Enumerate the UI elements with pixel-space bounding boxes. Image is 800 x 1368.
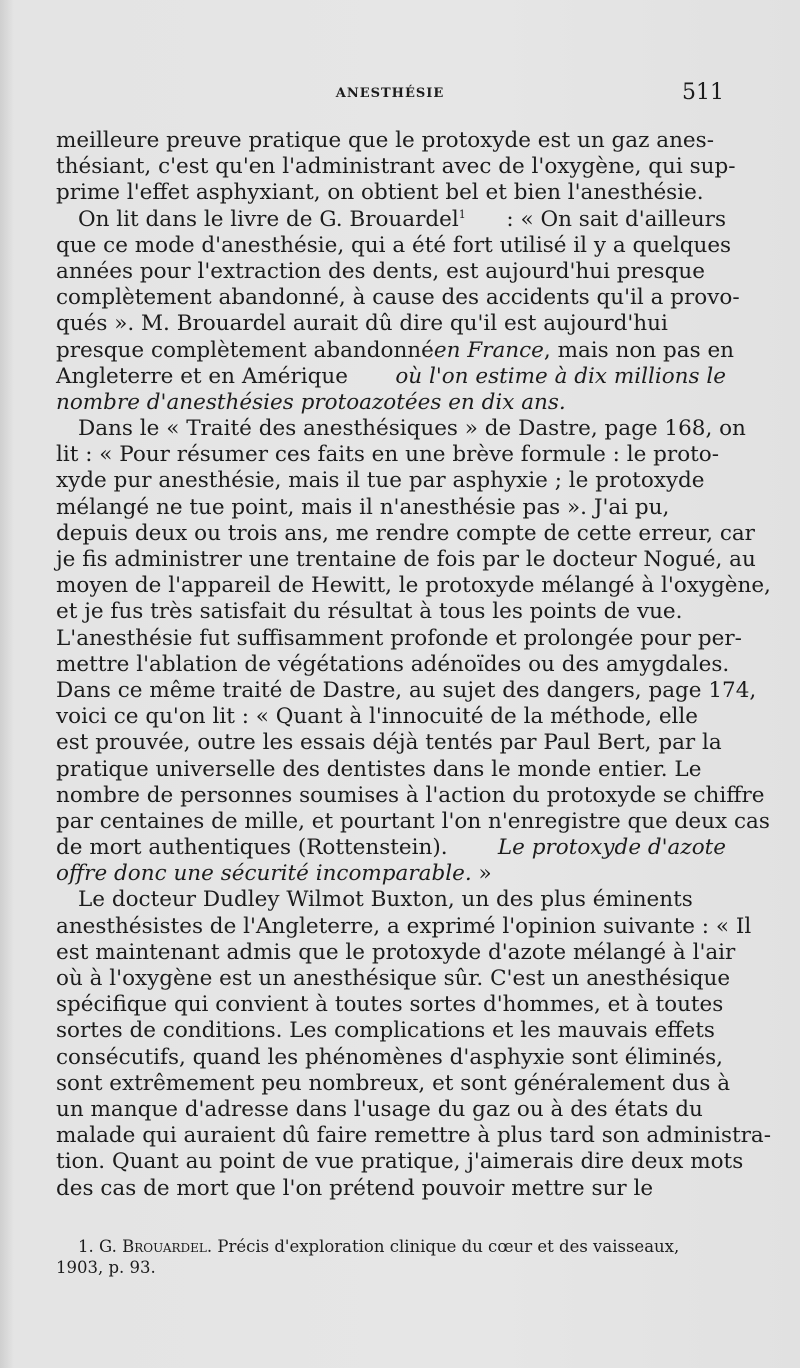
text-segment: de mort authentiques (Rottenstein). xyxy=(56,835,448,861)
running-head: ANESTHÉSIE xyxy=(335,86,445,101)
text-segment: , mais non pas en xyxy=(543,337,735,363)
footnote-text: . Précis d'exploration clinique du cœur et des vaisseaux, xyxy=(206,1237,680,1256)
text-line xyxy=(56,390,726,416)
text-segment: presque complètement abandonné xyxy=(56,337,434,363)
text-line: un manque d'adresse dans l'usage du gaz ou à des états du xyxy=(56,1096,703,1122)
text-line: L'anesthésie fut suffisamment profonde et prolongée pour per- xyxy=(56,625,742,651)
text-line xyxy=(56,835,726,861)
text-line: lit : « Pour résumer ces faits en une brève formule : le proto- xyxy=(56,442,720,468)
text-line: tion. Quant au point de vue pratique, j'aimerais dire deux mots xyxy=(56,1149,744,1175)
text-line: consécutifs, quand les phénomènes d'asphyxie sont éliminés, xyxy=(56,1044,723,1070)
text-line: xyde pur anesthésie, mais il tue par asphyxie ; le protoxyde xyxy=(56,468,705,494)
text-segment: » xyxy=(471,861,492,887)
page-header xyxy=(56,80,724,110)
text-line: sortes de conditions. Les complications et les mauvais effets xyxy=(56,1018,715,1044)
italic-segment: nombre d'anesthésies protoazotées en dix ans. xyxy=(56,389,566,415)
italic-segment: où l'on estime à dix millions le xyxy=(395,363,726,389)
text-line: sont extrêmement peu nombreux, et sont généralement dus à xyxy=(56,1070,731,1096)
text-line: qués ». M. Brouardel aurait dû dire qu'il est aujourd'hui xyxy=(56,311,668,337)
text-line: des cas de mort que l'on prétend pouvoir mettre sur le xyxy=(56,1175,654,1201)
text-line: moyen de l'appareil de Hewitt, le protoxyde mélangé à l'oxygène, xyxy=(56,573,771,599)
text-line xyxy=(56,337,735,364)
text-line: est maintenant admis que le protoxyde d'azote mélangé à l'air xyxy=(56,939,736,965)
text-segment: Angleterre et en Amérique xyxy=(56,363,348,389)
text-line xyxy=(56,207,726,233)
text-segment: : « On sait d'ailleurs xyxy=(499,206,726,232)
footnote-line: 1903, p. 93. xyxy=(56,1258,156,1277)
text-line: est prouvée, outre les essais déjà tentés par Paul Bert, par la xyxy=(56,730,722,756)
text-line: années pour l'extraction des dents, est aujourd'hui presque xyxy=(56,258,705,284)
body-text xyxy=(56,128,771,1202)
text-line: malade qui auraient dû faire remettre à plus tard son administra- xyxy=(56,1123,771,1149)
text-line: depuis deux ou trois ans, me rendre compte de cette erreur, car xyxy=(56,520,755,546)
text-line: Dans ce même traité de Dastre, au sujet des dangers, page 174, xyxy=(56,677,757,703)
footnote-marker: 1 xyxy=(458,207,466,221)
footnote-number: 1. G. xyxy=(78,1237,117,1256)
text-line xyxy=(56,364,726,390)
text-segment: On lit dans le livre de G. Brouardel xyxy=(78,206,459,232)
text-line: par centaines de mille, et pourtant l'on n'enregistre que deux cas xyxy=(56,808,770,834)
text-line: et je fus très satisfait du résultat à tous les points de vue. xyxy=(56,599,683,625)
text-line: voici ce qu'on lit : « Quant à l'innocuité de la méthode, elle xyxy=(56,704,699,730)
text-line: spécifique qui convient à toutes sortes d'hommes, et à toutes xyxy=(56,992,724,1018)
text-line: complètement abandonné, à cause des accidents qu'il a provo- xyxy=(56,285,740,311)
text-line: thésiant, c'est qu'en l'administrant avec de l'oxygène, qui sup- xyxy=(56,154,736,180)
text-line: Le docteur Dudley Wilmot Buxton, un des plus éminents xyxy=(78,887,693,913)
text-line: mélangé ne tue point, mais il n'anesthésie pas ». J'ai pu, xyxy=(56,494,670,520)
text-line: prime l'effet asphyxiant, on obtient bel et bien l'anesthésie. xyxy=(56,180,704,206)
text-line: je fis administrer une trentaine de fois par le docteur Nogué, au xyxy=(56,547,756,572)
text-line: mettre l'ablation de végétations adénoïdes ou des amygdales. xyxy=(56,651,730,677)
footnote xyxy=(56,1236,726,1278)
text-line xyxy=(56,861,726,887)
text-line: pratique universelle des dentistes dans le monde entier. Le xyxy=(56,756,702,782)
footnote-author: Brouardel xyxy=(122,1237,207,1256)
text-line: Dans le « Traité des anesthésiques » de Dastre, page 168, on xyxy=(78,416,746,442)
page-number: 511 xyxy=(682,80,724,105)
italic-segment: Le protoxyde d'azote xyxy=(497,835,726,861)
text-line: que ce mode d'anesthésie, qui a été fort utilisé il y a quelques xyxy=(56,232,732,258)
text-line: nombre de personnes soumises à l'action du protoxyde se chiffre xyxy=(56,782,765,808)
italic-segment: offre donc une sécurité incomparable. xyxy=(56,861,472,887)
italic-segment: en France xyxy=(433,337,544,363)
text-line: où à l'oxygène est un anesthésique sûr. C'est un anesthésique xyxy=(56,966,731,991)
text-line: anesthésistes de l'Angleterre, a exprimé l'opinion suivante : « Il xyxy=(56,913,752,939)
footnote-line xyxy=(56,1236,726,1257)
text-line: meilleure preuve pratique que le protoxyde est un gaz anes- xyxy=(56,128,714,153)
